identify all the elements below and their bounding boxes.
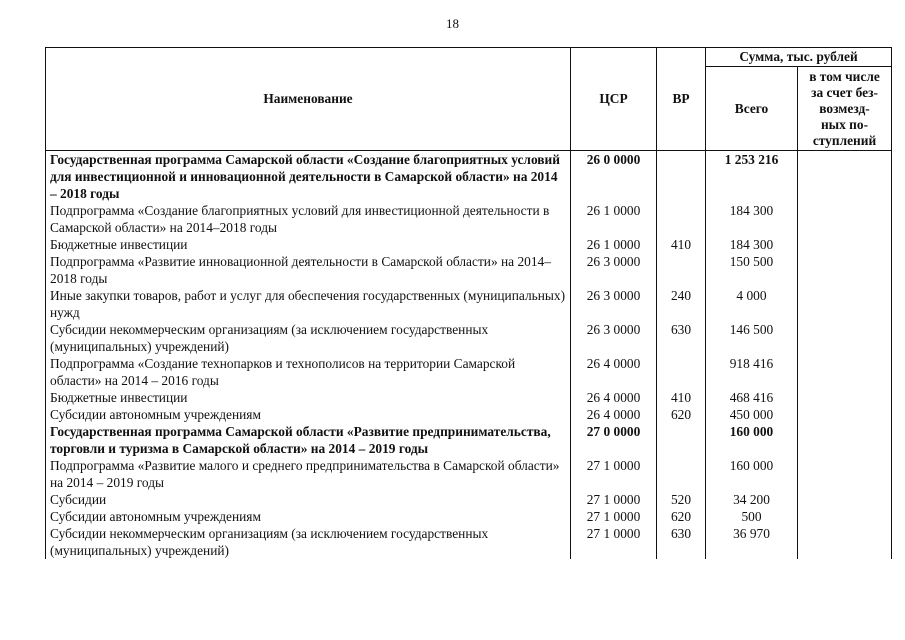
row-vr: [657, 253, 706, 287]
header-free-line: ных по-: [820, 116, 869, 132]
row-free: [798, 406, 892, 423]
row-total: 500: [706, 508, 798, 525]
row-free: [798, 321, 892, 355]
row-csr: 27 1 0000: [571, 508, 657, 525]
row-total: 918 416: [706, 355, 798, 389]
row-name: Субсидии: [46, 491, 571, 508]
row-name: Подпрограмма «Создание благоприятных условий для инвестиционной деятельности в Самарской области» на 2014–2018 годы: [46, 202, 571, 236]
row-csr: 27 0 0000: [571, 423, 657, 457]
row-name: Государственная программа Самарской области «Создание благоприятных условий для инвестиционной и инновационной деятельности в Самарской области» на 2014 – 2018 годы: [46, 151, 571, 203]
row-name: Субсидии автономным учреждениям: [46, 406, 571, 423]
row-vr: [657, 151, 706, 203]
row-vr: [657, 423, 706, 457]
row-total: 450 000: [706, 406, 798, 423]
row-name: Субсидии некоммерческим организациям (за исключением государственных (муниципальных) учреждений): [46, 321, 571, 355]
row-vr: 620: [657, 508, 706, 525]
table-row: [46, 151, 892, 203]
row-csr: 26 1 0000: [571, 202, 657, 236]
row-csr: 26 3 0000: [571, 253, 657, 287]
row-total: 34 200: [706, 491, 798, 508]
row-name: Подпрограмма «Развитие малого и среднего предпринимательства в Самарской области» на 2014 – 2019 годы: [46, 457, 571, 491]
page-number: 18: [446, 16, 459, 31]
row-free: [798, 508, 892, 525]
row-name: Подпрограмма «Развитие инновационной деятельности в Самарской области» на 2014–2018 годы: [46, 253, 571, 287]
header-free-line: за счет без-: [811, 84, 878, 100]
row-total: 1 253 216: [706, 151, 798, 203]
row-name: Бюджетные инвестиции: [46, 389, 571, 406]
row-free: [798, 236, 892, 253]
row-name: Субсидии некоммерческим организациям (за исключением государственных (муниципальных) учреждений): [46, 525, 571, 559]
table-row: [46, 202, 892, 236]
header-name: Наименование: [46, 48, 571, 151]
row-free: [798, 355, 892, 389]
row-total: 184 300: [706, 202, 798, 236]
header-csr: ЦСР: [571, 48, 657, 151]
table-row: [46, 253, 892, 287]
budget-table: [45, 47, 892, 559]
row-csr: 26 3 0000: [571, 287, 657, 321]
table-row: [46, 287, 892, 321]
row-vr: 410: [657, 236, 706, 253]
row-total: 160 000: [706, 423, 798, 457]
row-free: [798, 423, 892, 457]
row-vr: [657, 457, 706, 491]
row-csr: 26 3 0000: [571, 321, 657, 355]
row-name: Иные закупки товаров, работ и услуг для обеспечения государственных (муниципальных) нужд: [46, 287, 571, 321]
row-csr: 27 1 0000: [571, 491, 657, 508]
row-name: Субсидии автономным учреждениям: [46, 508, 571, 525]
row-vr: 620: [657, 406, 706, 423]
row-total: 36 970: [706, 525, 798, 559]
row-total: 150 500: [706, 253, 798, 287]
row-total: 160 000: [706, 457, 798, 491]
header-sum: Сумма, тыс. рублей: [706, 48, 892, 67]
row-vr: 630: [657, 321, 706, 355]
row-free: [798, 287, 892, 321]
row-name: Подпрограмма «Создание технопарков и технополисов на территории Самарской области» на 2014 – 2016 годы: [46, 355, 571, 389]
row-csr: 27 1 0000: [571, 525, 657, 559]
header-vr: ВР: [657, 48, 706, 151]
table-row: [46, 525, 892, 559]
row-free: [798, 525, 892, 559]
row-csr: 26 4 0000: [571, 406, 657, 423]
header-free: [798, 67, 892, 151]
row-name: Бюджетные инвестиции: [46, 236, 571, 253]
row-total: 4 000: [706, 287, 798, 321]
row-csr: 26 4 0000: [571, 389, 657, 406]
table-row: [46, 508, 892, 525]
header-free-line: ступлений: [812, 132, 877, 148]
table-body: [46, 151, 892, 560]
row-csr: 27 1 0000: [571, 457, 657, 491]
table-row: [46, 406, 892, 423]
row-vr: [657, 202, 706, 236]
header-free-line: возмезд-: [819, 100, 870, 116]
row-vr: [657, 355, 706, 389]
row-total: 184 300: [706, 236, 798, 253]
row-csr: 26 0 0000: [571, 151, 657, 203]
row-free: [798, 457, 892, 491]
row-vr: 520: [657, 491, 706, 508]
table-row: [46, 236, 892, 253]
row-csr: 26 4 0000: [571, 355, 657, 389]
row-free: [798, 253, 892, 287]
table-row: [46, 423, 892, 457]
header-total: Всего: [706, 67, 798, 151]
table-header: [46, 48, 892, 151]
row-total: 468 416: [706, 389, 798, 406]
table-row: [46, 355, 892, 389]
row-total: 146 500: [706, 321, 798, 355]
row-free: [798, 389, 892, 406]
row-name: Государственная программа Самарской области «Развитие предпринимательства, торговли и туризма в Самарской области» на 2014 – 2019 годы: [46, 423, 571, 457]
row-free: [798, 491, 892, 508]
table-row: [46, 321, 892, 355]
row-free: [798, 202, 892, 236]
row-vr: 630: [657, 525, 706, 559]
table-row: [46, 491, 892, 508]
row-csr: 26 1 0000: [571, 236, 657, 253]
row-vr: 240: [657, 287, 706, 321]
table-row: [46, 457, 892, 491]
header-free-line: в том числе: [809, 68, 880, 84]
table-row: [46, 389, 892, 406]
row-vr: 410: [657, 389, 706, 406]
row-free: [798, 151, 892, 203]
